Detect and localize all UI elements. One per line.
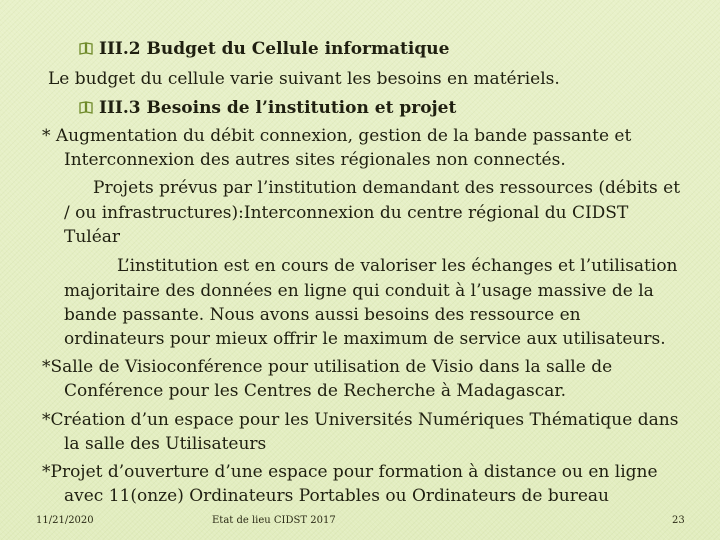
section-heading-besoins [79, 96, 456, 120]
body-line: la salle des Utilisateurs [64, 434, 267, 454]
footer-date: 11/21/2020 [36, 515, 94, 526]
body-line: * Augmentation du débit connexion, gestion de la bande passante et [42, 126, 632, 146]
body-line: *Création d’un espace pour les Universités Numériques Thématique dans [42, 410, 679, 430]
intro-text: Le budget du cellule varie suivant les besoins en matériels. [48, 69, 560, 89]
body-line: ordinateurs pour mieux offrir le maximum de service aux utilisateurs. [64, 329, 666, 349]
body-line: majoritaire des données en ligne qui conduit à l’usage massive de la [64, 281, 654, 301]
body-line: / ou infrastructures):Interconnexion du centre régional du CIDST [64, 203, 629, 223]
body-line: avec 11(onze) Ordinateurs Portables ou Ordinateurs de bureau [64, 486, 609, 506]
body-line: Interconnexion des autres sites régionales non connectés. [64, 150, 566, 170]
body-line: *Projet d’ouverture d’une espace pour formation à distance ou en ligne [42, 462, 658, 482]
section-heading-text: III.3 Besoins de l’institution et projet [99, 98, 457, 118]
book-bullet-icon [79, 100, 93, 114]
section-heading-budget [79, 37, 449, 61]
section-heading-text: III.2 Budget du Cellule informatique [99, 39, 450, 59]
book-bullet-icon [79, 41, 93, 55]
body-line: *Salle de Visioconférence pour utilisation de Visio dans la salle de [42, 357, 613, 377]
footer-title: Etat de lieu CIDST 2017 [212, 515, 336, 526]
body-line: Tuléar [64, 227, 121, 247]
body-line: Conférence pour les Centres de Recherche à Madagascar. [64, 381, 567, 401]
body-line: L’institution est en cours de valoriser les échanges et l’utilisation [117, 256, 678, 276]
body-line: Projets prévus par l’institution demandant des ressources (débits et [93, 178, 681, 198]
body-line: bande passante. Nous avons aussi besoins des ressource en [64, 305, 581, 325]
footer-page-number: 23 [672, 515, 685, 526]
